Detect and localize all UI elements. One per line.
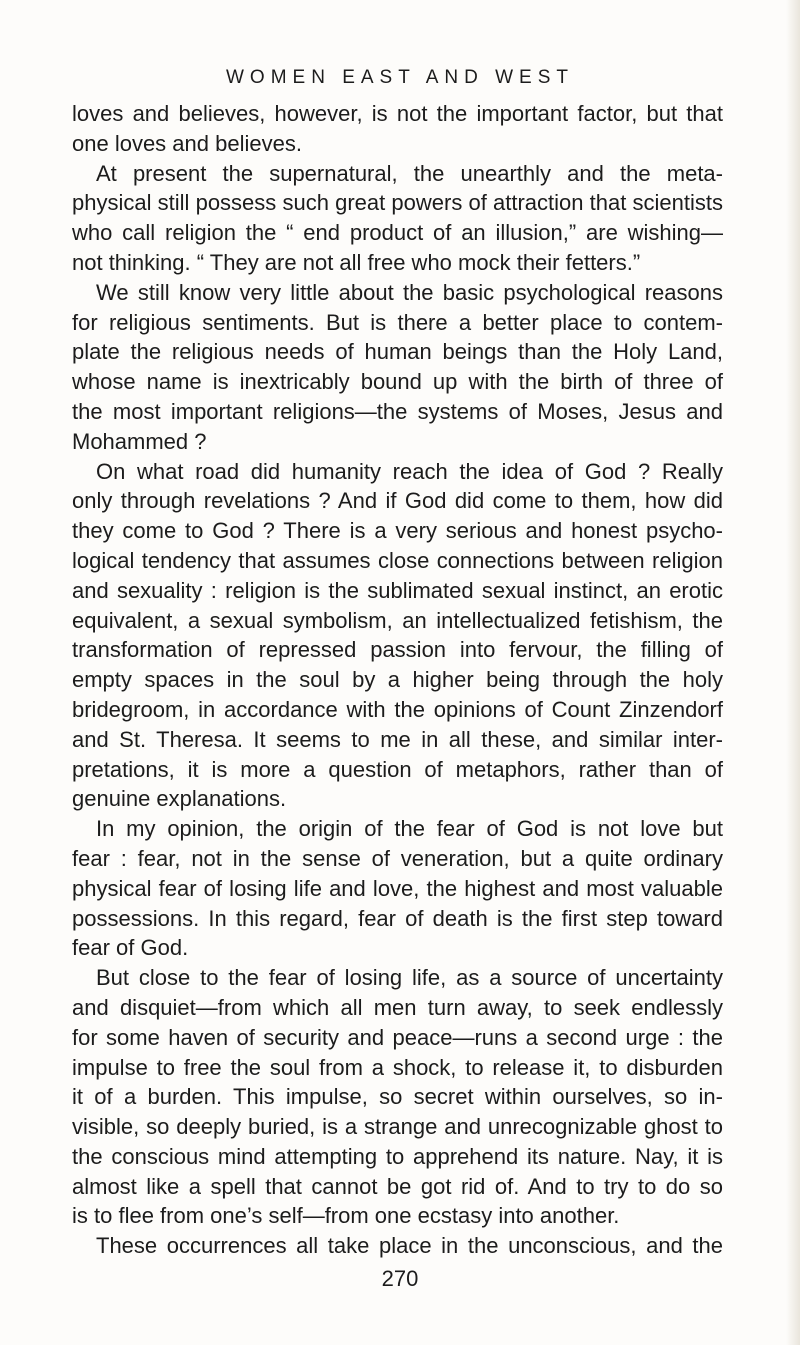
text-line: one loves and believes.	[72, 130, 302, 156]
text-line: is to flee from one’s self—from one ecstasy into another.	[72, 1203, 620, 1229]
text-line: whose name is inextricably bound up with the birth of three of	[72, 369, 723, 395]
text-line: Mohammed ?	[72, 428, 207, 454]
text-line: and disquiet—from which all men turn away, to seek endlessly	[72, 994, 723, 1020]
text-line: We still know very little about the basic psychological reasons	[96, 279, 723, 305]
text-line: empty spaces in the soul by a higher being through the holy	[72, 667, 723, 693]
text-line: they come to God ? There is a very serious and honest psycho-	[72, 518, 723, 544]
text-line: In my opinion, the origin of the fear of God is not love but	[96, 816, 723, 842]
text-line: genuine explanations.	[72, 786, 287, 812]
text-line: only through revelations ? And if God did come to them, how did	[72, 488, 723, 514]
text-line: pretations, it is more a question of metaphors, rather than of	[72, 756, 723, 782]
text-line: logical tendency that assumes close connections between religion	[72, 547, 723, 573]
text-line: and sexuality : religion is the sublimated sexual instinct, an erotic	[72, 577, 723, 603]
text-line: visible, so deeply buried, is a strange and unrecognizable ghost to	[72, 1114, 723, 1140]
text-line: These occurrences all take place in the unconscious, and the	[96, 1233, 723, 1259]
text-line: and St. Theresa. It seems to me in all these, and similar inter-	[72, 726, 723, 752]
text-line: bridegroom, in accordance with the opinions of Count Zinzendorf	[72, 696, 723, 722]
running-head: WOMEN EAST AND WEST	[225, 67, 574, 88]
text-line: But close to the fear of losing life, as a source of uncertainty	[96, 965, 723, 991]
text-line: plate the religious needs of human beings than the Holy Land,	[72, 339, 723, 365]
text-line: it of a burden. This impulse, so secret within ourselves, so in-	[72, 1084, 723, 1110]
text-line: for religious sentiments. But is there a better place to contem-	[72, 309, 723, 335]
text-line: the most important religions—the systems of Moses, Jesus and	[72, 398, 723, 424]
text-line: fear of God.	[72, 935, 189, 961]
text-line: transformation of repressed passion into fervour, the filling of	[72, 637, 723, 663]
text-line: physical fear of losing life and love, the highest and most valuable	[72, 875, 723, 901]
page-number: 270	[381, 1266, 419, 1291]
body-text	[72, 99, 723, 1261]
text-line: not thinking. “ They are not all free who mock their fetters.”	[72, 249, 641, 275]
text-line: fear : fear, not in the sense of veneration, but a quite ordinary	[72, 845, 723, 871]
text-line: impulse to free the soul from a shock, to release it, to disburden	[72, 1054, 723, 1080]
text-line: equivalent, a sexual symbolism, an intellectualized fetishism, the	[72, 607, 723, 633]
page-edge-shadow	[786, 0, 800, 1345]
text-line: who call religion the “ end product of an illusion,” are wishing—	[72, 220, 723, 246]
text-line: the conscious mind attempting to apprehend its nature. Nay, it is	[72, 1143, 723, 1169]
text-line: At present the supernatural, the unearthly and the meta-	[96, 160, 723, 186]
text-line: physical still possess such great powers of attraction that scientists	[72, 190, 723, 216]
text-line: On what road did humanity reach the idea of God ? Really	[96, 458, 723, 484]
text-line: loves and believes, however, is not the important factor, but that	[72, 101, 723, 126]
text-line: almost like a spell that cannot be got rid of. And to try to do so	[72, 1173, 723, 1199]
text-line: possessions. In this regard, fear of death is the first step toward	[72, 905, 723, 931]
text-line: for some haven of security and peace—runs a second urge : the	[72, 1024, 723, 1050]
